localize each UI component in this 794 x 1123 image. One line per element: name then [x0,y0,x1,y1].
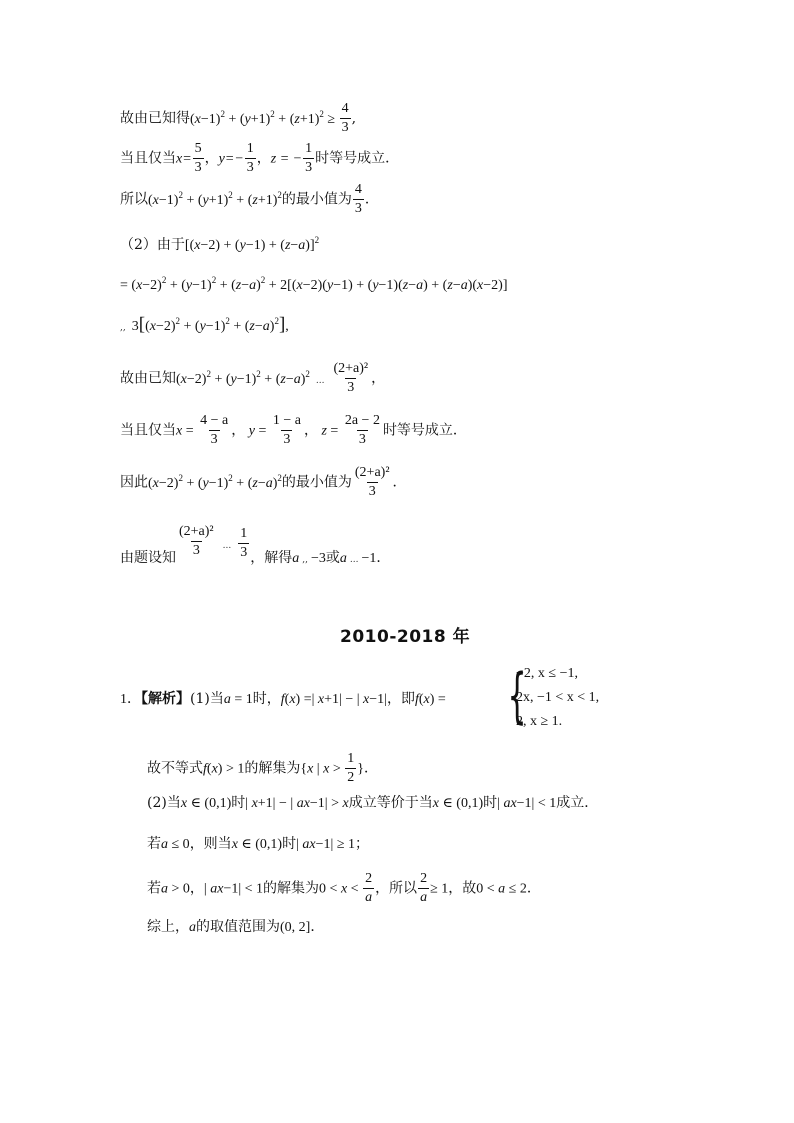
fraction: $\frac{1}{3}$ [305,141,313,175]
q1-line-4: 若a ≤ 0，则当x ∈ (0,1)时| ax−1| ≥ 1； [147,836,370,852]
fraction: $\frac{4}{3}$ [354,182,362,216]
q1-line-5: 若a > 0，| ax−1| < 1的解集为0 < x < $\frac{2}{a}$ ，所以 $\frac{2}{a}$ ≥ 1，故0 < a ≤ 2． [147,871,541,905]
solution-line-8: 当且仅当x = $\frac{4 - a}{3}$ ， y = $\frac{1 - a}{3}$ ， z = $\frac{2a - 2}{3}$ 时等号成立． [120,413,467,447]
solution-line-9: 因此$(x-2)^2 + (y-1)^2 + (z-a)^2$的最小值为 $\frac{\text{(2+a)²}}{3}$ ． [120,465,407,499]
fraction: $\frac{4}{3}$ [341,101,349,135]
fraction: $\frac{\text{(2+a)²}}{3}$ [354,465,390,499]
fraction: $\frac{1}{3}$ [246,141,254,175]
solution-line-1: 故由已知得$(x-1)^2 + (y+1)^2 + (z+1)^2$ ≥ $\frac{4}{3}$ , [120,101,357,135]
math-expression: $(x-1)^2 + (y+1)^2 + (z+1)^2$ ≥ [190,108,339,127]
fraction: $\frac{2}{a}$ [420,871,428,905]
fraction: $\frac{1 - a}{3}$ [272,413,301,447]
fraction: $\frac{2a - 2}{3}$ [344,413,380,447]
math-expression: $[(x-2) + (y-1) + (z-a)]^2$ [184,235,320,253]
fraction: $\frac{2}{a}$ [365,871,373,905]
fraction: $\frac{\text{(2+a)²}}{3}$ [179,524,214,558]
math-expression: $(x-2)^2 + (y-1)^2 + (z-a)^2$ [148,472,282,491]
fraction: $\frac{5}{3}$ [194,141,202,175]
q1-line-6: 综上，a的取值范围为(0, 2]． [147,919,325,935]
math-expression: $(x-2)^2 + (y-1)^2 + (z-a)^2$ [176,368,310,387]
math-expression: = $(x-2)^2 + (y-1)^2 + (z-a)^2 + 2[(x-2)(y-1) + (y-1)(z-a) + (z-a)(x-2)]$ [120,275,508,293]
solution-line-3: 所以$(x-1)^2 + (y+1)^2 + (z+1)^2$的最小值为 $\frac{4}{3}$ ． [120,182,379,216]
cases-brace: { [507,661,527,731]
fraction: $\frac{\text{(2+a)²}}{3}$ [333,361,369,395]
piecewise-cases: −2, x ≤ −1, 2x, −1 < x < 1, 2, x ≥ 1. [516,666,600,729]
fraction: $\frac{1}{3}$ [240,526,248,560]
q1-line-2: 故不等式f(x) > 1的解集为{x | x > $\frac{1}{2}$ }． [147,751,378,785]
math-expression: $(x-1)^2 + (y+1)^2 + (z+1)^2$ [148,189,282,208]
solution-line-4: （2）由于$[(x-2) + (y-1) + (z-a)]^2$ [120,235,320,253]
solution-line-5 [120,276,508,293]
math-expression: $3[(x-2)^2 + (y-1)^2 + (z-a)^2]$, [131,314,289,335]
solution-line-6: ,, $3[(x-2)^2 + (y-1)^2 + (z-a)^2]$, [120,314,289,335]
fraction: $\frac{4 - a}{3}$ [200,413,229,447]
q1-line-3: (2)当x ∈ (0,1)时| x+1| − | ax−1| > x成立等价于当x ∈ (0,1)时| ax−1| < 1成立． [147,795,599,811]
fraction: $\frac{1}{2}$ [347,751,355,785]
solution-line-2: 当且仅当x= $\frac{5}{3}$ ，y=− $\frac{1}{3}$ ，z = − $\frac{1}{3}$ 时等号成立． [120,141,400,175]
q1-line-1: 1．【解析】(1)当a = 1时，f(x) =| x+1| − | x−1|，即f(x) = [120,691,446,707]
solution-line-7: 故由已知$(x-2)^2 + (y-1)^2 + (z-a)^2$... $\frac{\text{(2+a)²}}{3}$ ， [120,361,386,395]
solution-line-10: 由题设知 $\frac{\text{(2+a)²}}{3}$ ... $\frac{1}{3}$ ，解得a $_{,,}$ −3或a $_{...}$ −1． [120,524,391,566]
section-heading: 2010-2018 年 [340,627,471,647]
math-expression: f(x) =| x+1| − | x−1| [280,692,387,707]
